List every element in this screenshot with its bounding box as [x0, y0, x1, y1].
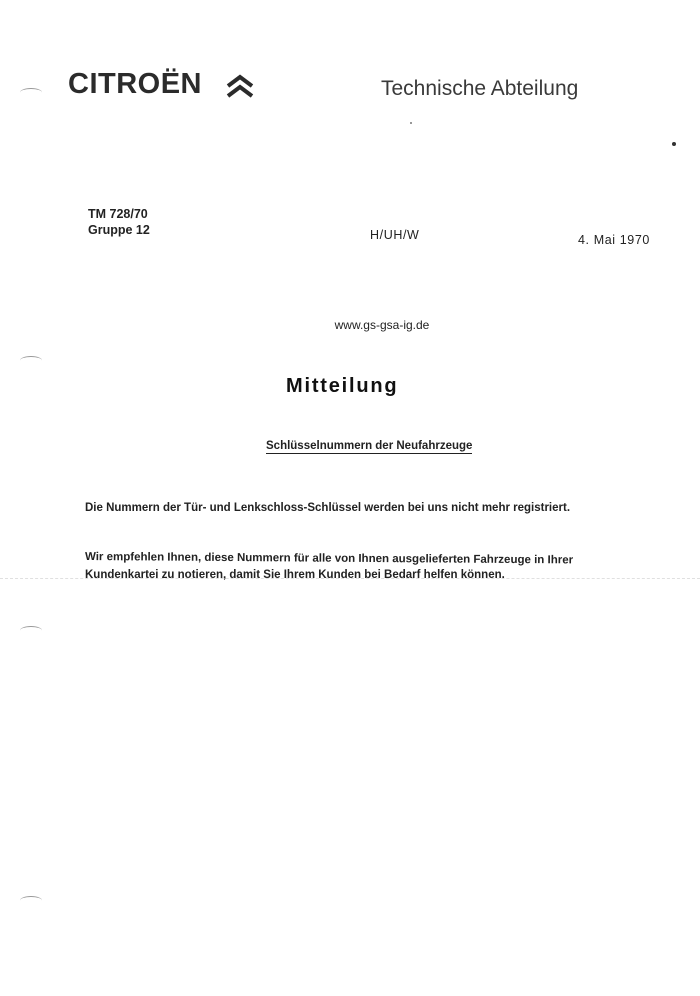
punch-hole-mark: [20, 356, 42, 365]
document-title: Mitteilung: [286, 375, 399, 397]
tm-number: TM 728/70: [88, 207, 148, 221]
initials-reference: H/UH/W: [370, 228, 420, 242]
document-date: 4. Mai 1970: [578, 233, 650, 247]
punch-hole-mark: [20, 626, 42, 635]
paragraph-2-line-1: Wir empfehlen Ihnen, diese Nummern für alle von Ihnen ausgelieferten Fahrzeuge in Ihrer: [84, 551, 574, 567]
group-number: Gruppe 12: [88, 223, 150, 237]
scan-speck: [410, 122, 412, 124]
punch-hole-mark: [20, 896, 42, 905]
scan-speck: [672, 142, 676, 146]
citroen-logo-text: CITROËN: [68, 68, 202, 100]
double-chevron-icon: [225, 74, 255, 100]
subject-line: Schlüsselnummern der Neufahrzeuge: [266, 440, 473, 452]
website-url: www.gs-gsa-ig.de: [334, 318, 430, 332]
paragraph-2-line-2: Kundenkartei zu notieren, damit Sie Ihrem Kunden bei Bedarf helfen können.: [85, 569, 505, 581]
paragraph-1: Die Nummern der Tür- und Lenkschloss-Schlüssel werden bei uns nicht mehr registriert.: [85, 502, 571, 514]
punch-hole-mark: [20, 88, 42, 97]
department-title: Technische Abteilung: [381, 77, 579, 100]
